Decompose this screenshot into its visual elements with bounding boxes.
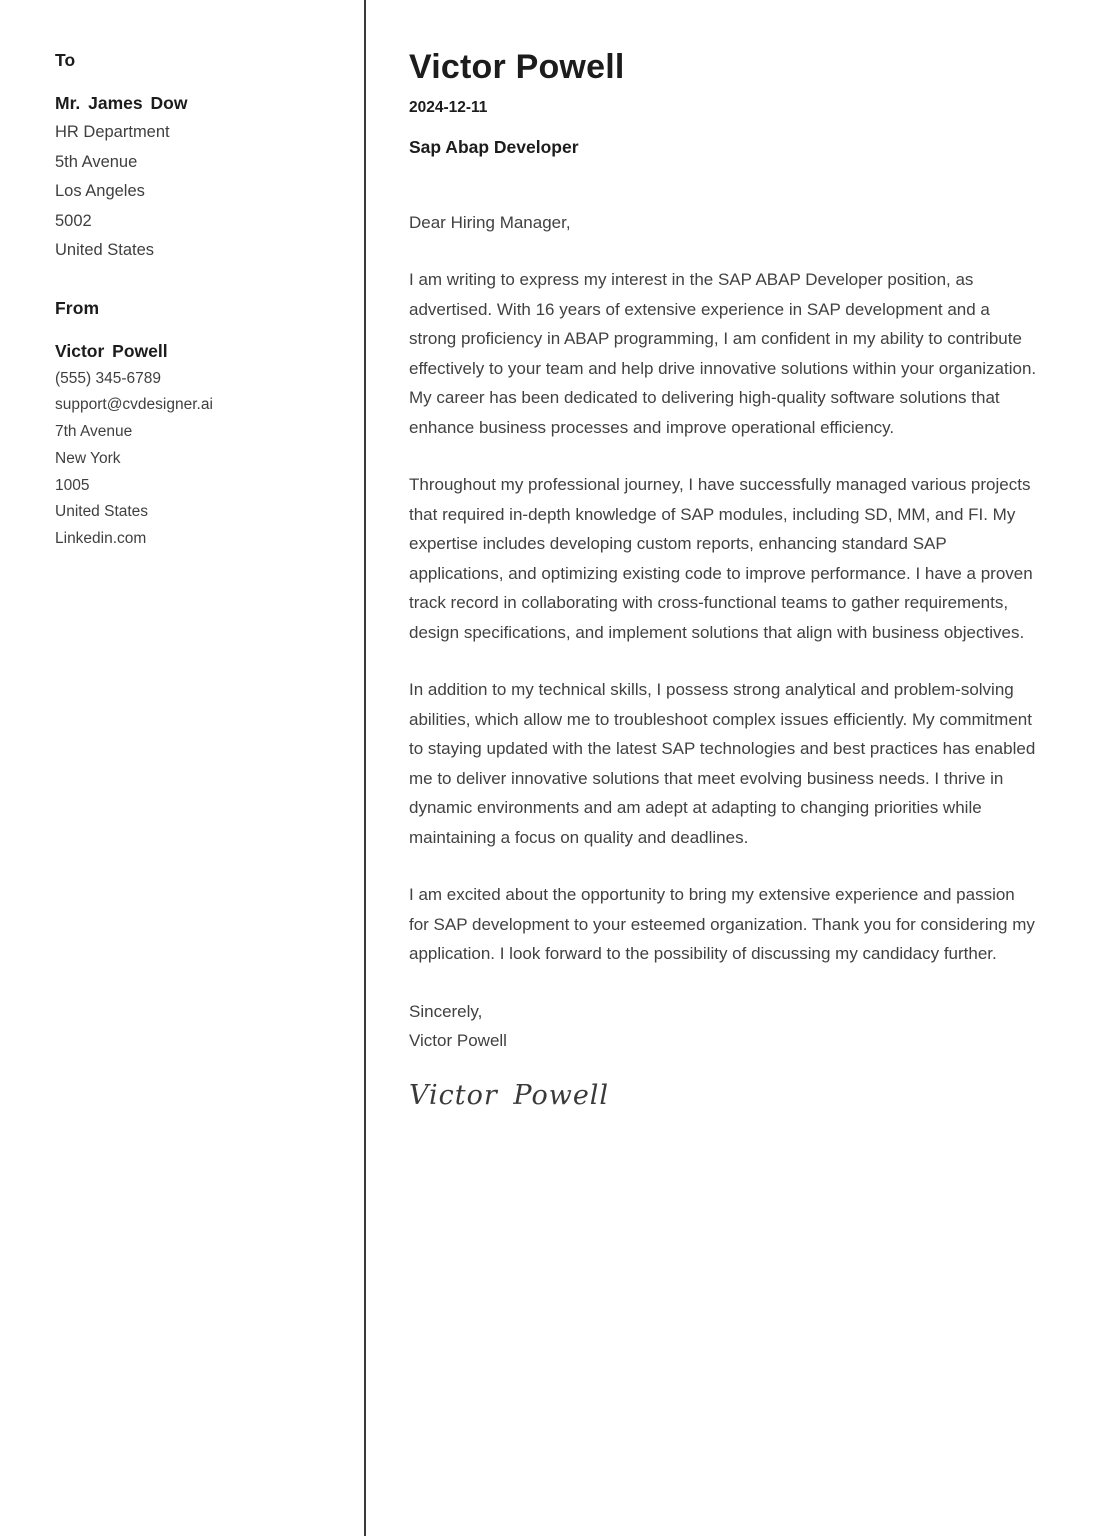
sender-address-line: 1005 [55,476,90,494]
letter-paragraph: In addition to my technical skills, I possess strong analytical and problem-solving abilities, which allow me to troubleshoot complex issues efficiently. My commitment to staying updated with the latest SAP technologies and best practices has enabled me to deliver innovative solutions that meet evolving business needs. I thrive in dynamic environments and am adept at adapting to changing priorities while maintaining a focus on quality and deadlines. [409,680,1036,847]
recipient-address [55,118,334,266]
letter-body [366,0,1095,1536]
recipient-name: Mr. James Dow [55,93,188,113]
sender-section-label: From [55,297,100,318]
recipient-section-label: To [55,50,76,70]
recipient-address-line: United States [55,241,155,259]
closing-block [409,997,1038,1056]
sender-address-line: 7th Avenue [55,423,133,441]
contact-sidebar [0,0,366,1536]
sender-linkedin: Linkedin.com [55,530,147,548]
recipient-address-line: HR Department [55,123,170,141]
sender-section [55,298,334,554]
sender-email: support@cvdesigner.ai [55,396,213,414]
handwritten-signature: Victor Powell [409,1079,610,1111]
sender-name: Victor Powell [55,340,168,361]
recipient-address-line: Los Angeles [55,182,145,200]
recipient-address-line: 5002 [55,211,92,230]
sender-contact-details [55,366,334,554]
letter-paragraph: Throughout my professional journey, I have successfully managed various projects that required in-depth knowledge of SAP modules, including SD, MM, and FI. My expertise includes developing custom reports, enhancing standard SAP applications, and optimizing existing code to improve performance. I have a proven track record in collaborating with cross-functional teams to gather requirements, design specifications, and implement solutions that align with business objectives. [409,475,1033,642]
sender-phone: (555) 345-6789 [55,369,161,387]
salutation: Dear Hiring Manager, [409,212,571,232]
recipient-address-line: 5th Avenue [55,152,138,171]
recipient-section [55,50,334,266]
letter-paragraph: I am writing to express my interest in the SAP ABAP Developer position, as advertised. With 16 years of extensive experience in SAP development and a strong proficiency in ABAP programming, I am confident in my ability to contribute effectively to your team and help drive innovative solutions within your organization. My career has been dedicated to delivering high-quality software solutions that enhance business processes and improve operational efficiency. [409,270,1037,437]
closing-name: Victor Powell [409,1031,507,1051]
closing-phrase: Sincerely, [409,1001,483,1021]
letter-date: 2024-12-11 [409,98,488,116]
sender-address-line: New York [55,449,121,467]
job-title: Sap Abap Developer [409,136,579,157]
page-title: Victor Powell [409,48,625,86]
sender-address-line: United States [55,503,149,521]
letter-paragraph: I am excited about the opportunity to bring my extensive experience and passion for SAP development to your esteemed organization. Thank you for considering my application. I look forward to the possibility of discussing my candidacy further. [409,885,1035,964]
